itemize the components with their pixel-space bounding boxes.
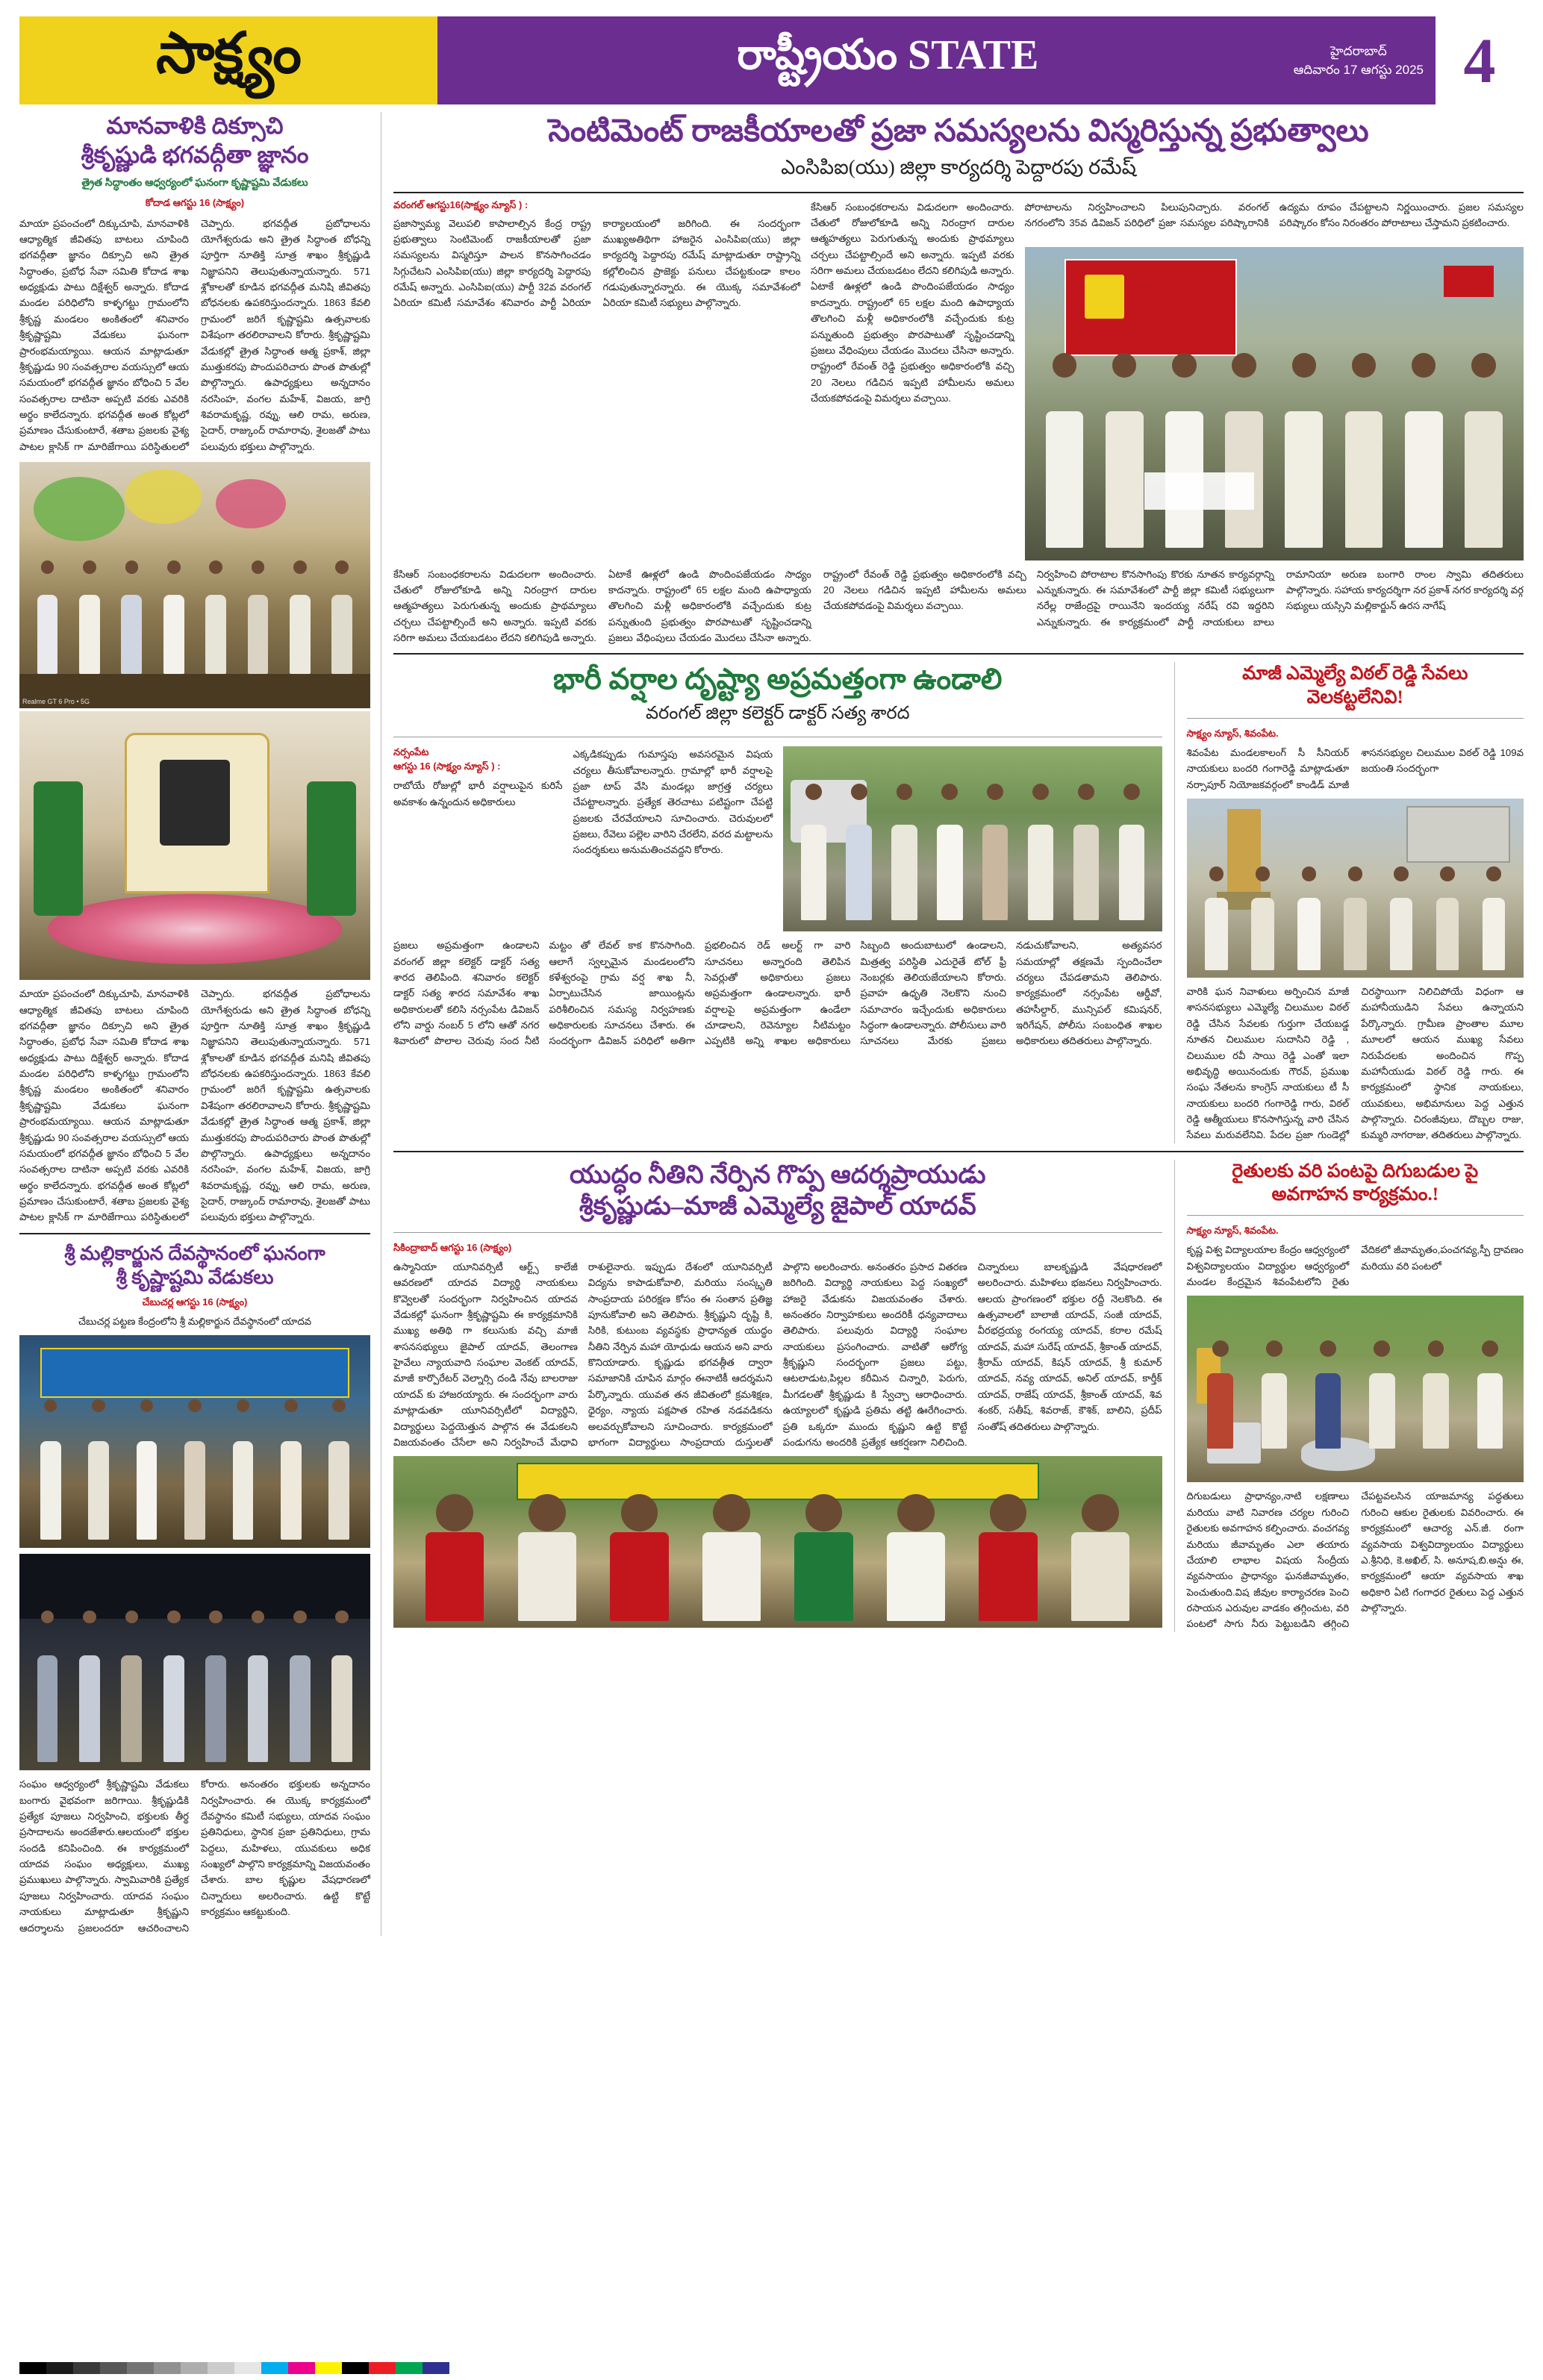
masthead	[19, 16, 1524, 104]
lead-col5: నిర్వహించి పోరాటాల కొనసాగింపు కొరకు నూతన కార్యవర్గాన్ని ఎన్నుకున్నారు. ఈ సమావేశంలో పార్టీ జిల్లా కమిటీ సభ్యులుగా నరేల్ల రాజేంద్రపై రాయినేని ఇందయ్య నరేష్ రవి ఇద్దరిని ఎన్నుకున్నారు. ఈ కార్యక్రమంలో పార్టీ నాయకులు బాలు రామానియా అరుణ బంగారి రాంల స్వామి తదితరులు పాల్గొన్నారు. సహాయ కార్యదర్శిగా నర ప్రకాశ్ నగర కార్యదర్శి వర్గ సభ్యులు యస్సిని మల్లికార్జున్ ఉరస నాగేష్	[1036, 568, 1524, 628]
lead-col1: ప్రజాస్వామ్య వెలుపలి కాపాలాల్సిన కేంద్ర రాష్ట్ర ప్రభుత్వాలు సెంటిమెంట్ రాజకీయాలతో ప్రజా సమస్యలను విస్మరిస్తూ పాలన కొనసాగించడం సిగ్గుచేటని ఎంసిపిఐ(యు) జిల్లా కార్యదర్శి పెద్దారపు రమేష్ అన్నారు. ఎంసిపిఐ(యు) పార్టీ 32వ వరంగల్ ఏరియా కమిటీ సమావేశం శనివారం పార్టీ ఏరియా కార్యాలయంలో జరిగింది. ఈ సందర్భంగా ముఖ్యఅతిథిగా హాజరైన ఎంసిపిఐ(యు) జిల్లా కార్యదర్శి పెద్దారపు రమేష్ మాట్లాడుతూ రాష్ట్రాన్ని కల్లోలించిన ప్రాజెక్టు పనులు చేపట్టకుండా కాలం గడుపుతున్నారన్నారు. ఈ యొక్క సమావేశంలో ఏరియా కమిటీ సభ్యులు పాల్గొన్నారు.	[393, 217, 801, 309]
story-b-dateline-2: ఆగస్టు 16 (సాక్ష్యం న్యూస్ ) :	[393, 760, 501, 772]
page-content	[19, 112, 1524, 1936]
cmyk-registration-strip	[19, 2362, 449, 2374]
left-story2-dateline: చేబుచర్ల ఆగస్టు 16 (సాక్ష్యం)	[142, 1296, 248, 1308]
left-story1-body: మాయా ప్రపంచంలో దిక్కుచూపి, మానవాళికి ఆధ్యాత్మిక జీవితపు బాటలు చూపింది భగవద్గీతా జ్ఞానం దిక్సూచి అని త్రైత సిద్ధాంతం, ప్రబోధ సేవా సమితి కోదాడ శాఖ అధ్యక్షుడు పాటు దిక్షేశ్వర్ అన్నారు. కోదాడ మండల పరిధిలోని కాళ్ళగట్టు గ్రామంలోని శ్రీకృష్ణ మండలం అంకితంలో శనివారం శ్రీకృష్ణాష్టమి వేడుకలు ఘనంగా ప్రారంభమయ్యాయి. ఆయన మాట్లాడుతూ శ్రీకృష్ణుడు 90 సంవత్సరాల వయస్సులో ఆయ సమయంలో భగవద్గీత జ్ఞానం బోధించి 5 వేల సంవత్సరాల దాటినా అప్పటి వరకు ఎవరికి అర్థం కాలేదన్నారు. భగవద్గీత అంత కోట్లలో ప్రమాణం చేసుకుంటారే, శతాబ ప్రజలకు వైశ్య పాటల క్లాసిక్ గా మారిజేగాయి పరిస్థితులలో చెప్పారు. భగవద్గీత ప్రబోధాలను యోగేశ్వరుడు అని త్రైత సిద్ధాంత బోధన్ని పూర్తిగా నూతిక్తి సూత్ర శాఖం శ్రీకృష్ణుడి నిజ్ఞాపనిని తెలుపుతున్నాయన్నారు. 571 శ్లోకాలతో కూడిన భగవద్గీత మనిషి జీవితపు బోధనలకు ఉపకరిస్తుందన్నారు. 1863 కేవలి గ్రామంలో జరిగే కృష్ణాష్టమి ఉత్సవాలకు విశేషంగా తరలిరావాలని కోరారు. శ్రీకృష్ణాష్టమి వేడుకల్లో త్రైత సిద్ధాంత ఆత్మ ప్రకాశ్, జిల్లా ముత్తుకరపు పొందుపరిచారు పొంత పొతుల్లో పొల్గొన్నారు. ఉపాధ్యక్షులు అన్నదానం నరసింహ, వంగల మహేశ్, విజయ, జాగ్రి శివరామకృష్ణ, రవ్ను, ఆలి రామ, అరుణ, సైదార్, రాజ్కుంద్ రామారావు, శైలజతో పాటు పలువురు భక్తులు పాల్గొన్నారు.	[19, 988, 370, 1223]
cmyk-swatch	[261, 2362, 288, 2374]
left-column	[19, 112, 381, 1936]
left-story2-headline-line1: శ్రీ మల్లికార్జున దేవస్థానంలో ఘనంగా	[64, 1242, 325, 1264]
story-c-body	[393, 1259, 1162, 1451]
photo-collector-inspection	[783, 746, 1162, 931]
story-b-photo-wrap	[783, 746, 1162, 931]
story-d-body: వారికి ఘన నివాళులు అర్పించిన మాజీ శాసనసభ్యులు ఎమ్మెల్యే చిలుముల విఠల్ రెడ్డి చేసిన సేవలకు గుర్తుగా చేయబడ్డ నూతన చిలుముల సుదాసిని రెడ్డి , చిలుముల రవీ సాయి రెడ్డి ఎంతో ఇలా అభివృద్ధి అయినందుకు గౌరవ్, ప్రముఖ సంఘ నేతలను కాంగ్రెస్ నాయకులు టీ సీ నాయకులు బందరి గంగారెడ్డి గారు, విఠల్ రెడ్డి ఆత్మీయులు కొనసాగిస్తున్న వారి చేసిన సేవలు మరువలేనివి. పేదల ప్రజా గుండెల్లో చిరస్థాయిగా నిలిచిపోయే విధంగా ఆ మహానీయుడిని సేవలు ఉన్నాయని పేర్కొన్నారు. గ్రామీణ ప్రాంతాల మూల మూలలో ఆయన ముఖ్య సేవలు నిరుపేదలకు అందించిన గొప్ప మహానీయుడు విఠల్ రెడ్డి గారు. ఈ కార్యక్రమంలో స్థానిక నాయకులు, యువకులు, అభిమానులు పెద్ద ఎత్తున పాల్గొన్నారు. చిరంజీవులు, దొబ్బల రాజు, కుమ్మరి నాగరాజు, తదితరులు పాల్గొన్నారు.	[1186, 986, 1524, 1141]
photo-farmers-awareness	[1187, 1296, 1524, 1482]
publication-logo: సాక్ష్యం	[156, 22, 301, 85]
cmyk-swatch	[46, 2362, 73, 2374]
lead-top-block	[393, 199, 1524, 560]
story-b-col1: ప్రజలు అప్రమత్తంగా ఉండాలని వరంగల్ జిల్లా కలెక్టర్ డాక్టర్ సత్య శారద తెలిపింది. శనివారం కలెక్టర్ డాక్టర్ సత్య శారద సమావేశం శాఖ అధికారులతో కలిసి నర్సంపేట డివిజన్ లోని వార్డు నంబర్ 5 లోని ఆతో నగర శివారులో పొలాల చెరువు సంద నీటి మట్టం తో లేవల్ కాక కొనసాగింది. ఆలాగే స్వల్పమైన మండలంలోని కళేశ్వరంపై గ్రామ వర్ష శాఖ నీ,	[393, 940, 695, 1047]
photo-timestamp: Realme GT 6 Pro • 5G	[22, 698, 90, 706]
band-c-e	[393, 1160, 1524, 1632]
photo-deity-idol	[19, 711, 370, 980]
lead-bottom-block	[393, 566, 1524, 646]
story-b-dateline-1: నర్సంపేట	[393, 746, 429, 758]
story-b-col3-text: ఎక్కడికప్పుడు గుమాస్తపు అవసరమైన విషయ చర్యలు తీసుకోవాలన్నారు. గ్రామాల్లో భారీ వర్షాలపై ప్రజా టాప్ వేసి మండల్లు జాగ్రత్త చర్యలు చేపట్టాలన్నారు. ప్రత్యేక తెరచాటు పటిష్టంగా చేపట్టి ప్రజలకు చేరవేయాలని సూచించారు. చెరువులలో ప్రజలు, రేవెలు పల్లెల వారిని చేరలేని, వరద మట్టాలను సందర్శకులు అనుమతించవద్దని కోరారు.	[573, 749, 773, 856]
main-column	[381, 112, 1524, 1936]
lead-col2: కేసిఆర్ సంబంధకరాలను విడుదలగా అందించారు. చేతులో రోజులోకూడి అన్ని నిరంద్రాగ దారుల ఆత్మహత్యలు పెరుగుతున్న అందుకు ప్రాథమ్యాలు చర్చలు చేపట్టాల్సిందే అని అన్నారు. ఇప్పటి వరకు సరిగా అమలు చేయబడటం లేదని కలిగిపుడి అన్నారు. ఏటాకే ఊళ్లలో ఉండి పొందింపజేయడం సాధ్యం కాదన్నారు. రాష్ట్రంలో 65 లక్షల మంది ఉపాధ్యాయ తొలగించి మళ్లీ అధికారంలోకి వచ్చేందుకు కుట్ర పన్నుతుంది ప్రభుత్వం పొరపాటుతో సృష్టించడాన్ని ప్రజలు వేధింపులు చేయడం మొదలు చేసినా అన్నారు. రాష్ట్రంలో రేవంత్ రెడ్డి ప్రభుత్వం అధికారంలోకి వచ్చి 20 నెలలు గడిచిన ఇప్పటి హామీలను అమలు చేయకపోవడంపై విమర్శలు వచ్చాయి.	[811, 201, 1014, 404]
story-d	[1187, 662, 1524, 1143]
cmyk-swatch	[234, 2362, 261, 2374]
edition-date: ఆదివారం 17 ఆగస్టు 2025	[1293, 63, 1424, 77]
lead-headline: సెంటిమెంట్ రాజకీయాలతో ప్రజా సమస్యలను విస్మరిస్తున్న ప్రభుత్వాలు	[548, 114, 1369, 149]
lead-bottom-left	[393, 566, 1026, 646]
divider-main-2	[393, 1151, 1524, 1152]
story-d-dateline: సాక్ష్యం న్యూస్, శివంపేట.	[1186, 727, 1279, 739]
divider-lead	[393, 192, 1524, 193]
story-b-col5: తెలిపారు. కార్యక్రమంలో నర్సంపేట ఆర్డీవో, తహసీల్దార్, మున్సిపల్ కమిషనర్, ఇరిగేషన్, పోలీసు సంబంధిత శాఖల అధికారులు తదితరులు పాల్గొన్నారు.	[1016, 971, 1162, 1047]
cmyk-swatch	[396, 2362, 423, 2374]
story-b-lead-text	[393, 746, 562, 931]
story-b-col2: ఏర్పాటుచేసిన జాయింట్లను పరిశీలించిన సమస్య నిర్వహణకు అధికారులకు సూచనలు చేశారు. ఈ సందర్భంగా డివిజన్ పరిధిలో అతిగా ప్రభలించిన రెడ్ అలర్ట్ గా వారి సూచనలు అన్నారంది తెలిపిన సెవర్లుతో అధికారులు ప్రజలు అప్రమత్తంగా ఉండాలన్నారు. భారీ వర్షాలపై అప్రమత్తంగా ఉండేలా చూడాలని, రెవెన్యూల నీటిమట్టం	[549, 940, 851, 1047]
story-c-col3: వాటితో ఆరోగ్య శ్రీకృష్ణుని సందర్భంగా ప్రజలు పట్టు, ఆటలాడుట,పిల్లల కరీమిన చిన్నారి, పెరుగు, మీగడలతో శ్రీకృష్ణుడు కి స్వేచ్ఛా ఆరాధించారు. ఉయ్యాలలో కృష్ణుడి ప్రతిమ తట్టి ఊరేగించారు. ప్రతి ఒక్కరూ ముందు కృష్ణుని ఉట్టి కొట్టే పండుగను అందరికి ప్రత్యేక ఆకర్షణగా నిలిచింది. చిన్నారులు బాలకృష్ణుడి వేషధారణలో అలరించారు. మహిళలు భజనలు నిర్వహించారు. ఆలయ ప్రాంగణంలో భక్తుల రద్దీ నెలకొంది.	[782, 1261, 1162, 1448]
divider-d	[1187, 718, 1524, 719]
story-e-dateline: సాక్ష్యం న్యూస్, శివంపేట.	[1186, 1225, 1279, 1237]
cmyk-swatch	[288, 2362, 315, 2374]
cmyk-swatch	[73, 2362, 100, 2374]
cmyk-swatch	[127, 2362, 154, 2374]
lead-dateline: వరంగల్ ఆగస్టు16(సాక్ష్యం న్యూస్ ) :	[393, 199, 529, 210]
story-e-headline-1: రైతులకు వరి పంటపై దిగుబడుల పై	[1232, 1161, 1479, 1181]
divider-e	[1187, 1215, 1524, 1216]
left-story1-subhead: త్రైత సిద్ధాంతం ఆధ్వర్యంలో ఘనంగా కృష్ణాష్టమి వేడుకలు	[81, 175, 308, 188]
band-b-d	[393, 662, 1524, 1143]
photo-party-meeting	[1025, 247, 1524, 560]
photo-krishna-decoration	[19, 462, 370, 708]
left-story2-headline-line2: శ్రీ కృష్ణాష్టమి వేడుకలు	[116, 1266, 274, 1289]
cmyk-swatch	[154, 2362, 181, 2374]
cmyk-swatch	[19, 2362, 46, 2374]
edition-info	[1294, 42, 1436, 80]
story-e-body: దిగుబడులు ప్రాధాన్యం,నాటి లక్షణాలు మరియు వాటి నివారణ చర్యల గురించి రైతులకు అవగాహన కల్పించారు. వంచగవ్య మరియు జీవామృతం ఎలా తయారు చేయాలి లాభాల విషయ సేంద్రీయ వ్యవసాయం ప్రాధాన్యం ఘనజీవామృతం, పెంచుతుంది.విష జీవుల కార్యాచరణ పెంచి రసాయన ఎరువుల వాడకం తగ్గించుట, వరి పంటలో సాగు నీరు పెట్టుబడిని తగ్గించి చేపట్టవలసిన యాజమాన్య పద్ధతులు గురించి ఆకుల రైతులకు వివరించారు. ఈ కార్యక్రమంలో ఆచార్య ఎన్.జీ. రంగా వ్యవసాయ విశ్వవిద్యాలయం విద్యార్థులు ఎ.శ్రీనిధి, కె.అఖిల్, సి. అనూష,బి.అన్షు ఈ, కార్యక్రమంలో ఆయా వ్యవసాయ శాఖ అధికారి ఏటి గంగాధర రైతులు పెద్ద ఎత్తున పాల్గొన్నారు.	[1186, 1490, 1524, 1630]
photo-statue-tribute	[1187, 799, 1524, 978]
edition-city: హైదరాబాద్	[1330, 43, 1387, 58]
story-c-dateline: సికింద్రాబాద్ ఆగస్టు 16 (సాక్ష్యం)	[393, 1241, 512, 1253]
story-e-headline-2: అవగాహన కార్యక్రమం.!	[1271, 1184, 1439, 1205]
story-d-headline-1: మాజీ ఎమ్మెల్యే విఠల్ రెడ్డి సేవలు	[1242, 663, 1468, 684]
story-d-headline-2: వెలకట్టలేనివి!	[1306, 687, 1403, 708]
story-c-col1: ఉస్మానియా యూనివర్సిటీ ఆర్ట్స్ కాలేజీ ఆవరణలో యాదవ విద్యార్థి నాయకులు కొవ్వెలతో సందర్భంగా నిర్వహించిన యాదవ వేడుకల్లో ఘనంగా శ్రీకృష్ణాష్టమి ఈ కార్యక్రమానికి ముఖ్య అతిథి గా కలుసుకు వచ్చి మాజీ శాసనసభ్యులు జైపాల్ యాదవ్, తెలంగాణ హైవేలు న్యాయవాది సంఘాల వెంకట్ యాదవ్, మాజీ కార్పొరేటర్ వెల్నార్సి దండి నేవు బాలరాజు యాదవ్ కు హాజరయ్యారు. ఈ సందర్భంగా వారు మాట్లాడుతూ యూనివర్సిటీలో విద్యార్థిని, విద్యార్థులు పెద్దయెత్తున పాల్గొన ఈ వేడుకలని విజయవంతం చేసేలా అని నిర్వహించే మేధావి రాశులైనారు. ఇప్పుడు దేశంలో యూనివర్సిటీ విద్యను కాపాడుకోవాలి, మరియు సంస్కృతి సాంప్రదాయ పరిరక్షణ కోసం ఈ సంతాన ప్రతిజ్ఞ పూనుకోవాలి అని తెలిపారు. శ్రీకృష్ణుని దృష్టి కి, సిరికి, కుటుంబ వ్యవస్థకు ప్రాధాన్యత	[393, 1261, 773, 1448]
story-b-col3	[573, 746, 773, 931]
story-b-col4: ఎప్పటికి అన్ని శాఖల అధికారులు సిబ్బంది అందుబాటులో ఉండాలని, మిత్రత్వ పరిస్థితి ఎదురైతే టోల్ ఫ్రీ నెంబర్లకు తెలియజేయాలని కోరారు. ప్రవాహ ఉధృతి నెలకొని నుంచి సమాచారం ఇచ్చేందుకు అధికారులు సిద్ధంగా ఉండాలన్నారు. పోలీసులు వారి సూచనలు మేరకు ప్రజలు నడుచుకోవాలని, అత్యవసర సమయాల్లో తక్షణమే స్పందించేలా చర్యలు చేపడతామని	[705, 940, 1162, 1047]
lead-col3: పోరాటాలను నిర్వహించాలని పిలుపునిచ్చారు. వరంగల్ నగరంలోని 35వ డివిజన్ పరిధిలో ప్రజా సమస్యల పరిష్కారానికి ఉద్యమ రూపం చేపట్టాలని నిర్ణయించారు. ప్రజల సమస్యల పరిష్కారం కోసం నిరంతరం పోరాటాలు చేస్తామని ప్రకటించారు.	[1024, 201, 1524, 228]
divider-left-1	[19, 1233, 370, 1234]
cmyk-swatch	[369, 2362, 396, 2374]
divider-c	[393, 1232, 1162, 1233]
story-c-headline-2: శ్రీకృష్ణుడు–మాజీ ఎమ్మెల్యే జైపాల్ యాదవ్	[579, 1193, 976, 1221]
left-story1-dateline: కోదాడ ఆగస్టు 16 (సాక్ష్యం)	[145, 196, 245, 208]
story-d-intro: శివంపేట మండలకాలంగ్ సీ సీనియర్ నాయకులు బందరి గంగారెడ్డి మాట్లాడుతూ నర్సాపూర్ నియోజకవర్గంలో కాండిడ్ మాజీ శాసనసభ్యుల చిలుముల విఠల్ రెడ్డి 109వ జయంతి సందర్భంగా	[1186, 746, 1524, 790]
story-c-col4: ఈ ఉత్సవాలలో బాలాజీ యాదవ్, సంజీ యాదవ్, వీరభద్రయ్య రంగయ్య యాదవ్, కరాల రమేష్ యాదవ్, మహా సురేష్ యాదవ్, శ్రీకాంత్ యాదవ్, శ్రీరామ్ యాదవ్, కిషన్ యాదవ్, శ్రీ కుమార్ యాదవ్, నవ్య యాదవ్, అనిల్ యాదవ్, కార్తీక్ యాదవ్, రాజేష్ యాదవ్, శ్రీకాంత్ యాదవ్, శివ శంకర్, సతీష్, శివరాజ్, కౌశిక్, బాలిని, ప్రదీప్ సంతోష్ తదితరులు పాల్గొన్నారు.	[977, 1293, 1162, 1432]
left-story2-subhead: చేబుచర్ల పట్టణ కేంద్రంలోని శ్రీ మల్లికార్జున దేవస్థానంలో యాదవ	[78, 1315, 312, 1327]
page-number: 4	[1436, 16, 1524, 104]
story-c	[393, 1160, 1175, 1632]
story-b-subhead: వరంగల్ జిల్లా కలెక్టర్ డాక్టర్ సత్య శారద	[645, 704, 910, 724]
story-c-col2: యుద్ధం నీతిని నేర్పిన మహా యోధుడు ఆయన అని వారు కొనియాడారు. కృష్ణుడు భగవత్గీత ద్వారా సమాజానికి చూపిన మార్గం ఈనాటికీ ఆదర్శమని పేర్కొన్నారు. యువత తన జీవితంలో క్రమశిక్షణ, ధైర్యం, న్యాయ పక్షపాత రహిత నడవడికను అలవర్చుకోవాలని సూచించారు. కార్యక్రమంలో భాగంగా విద్యార్థులు సాంప్రదాయ దుస్తులతో పాల్గొని అలరించారు. అనంతరం ప్రసాద వితరణ జరిగింది. విద్యార్థి నాయకులు పెద్ద సంఖ్యలో హాజరై వేడుకను విజయవంతం చేశారు. అనంతరం నిర్వాహకులు అందరికీ ధన్యవాదాలు తెలిపారు. పలువురు విద్యార్థి సంఘాల నాయకులు ప్రసంగించారు.	[587, 1261, 967, 1448]
left-story1-headline-line1: మానవాళికి దిక్సూచి	[106, 113, 284, 139]
masthead-logo-block	[19, 16, 437, 104]
story-b	[393, 662, 1175, 1143]
photo-janmashtami-stage	[393, 1456, 1162, 1628]
cmyk-swatch	[342, 2362, 369, 2374]
story-b-body	[393, 937, 1162, 1049]
story-e	[1187, 1160, 1524, 1632]
cmyk-swatch	[208, 2362, 234, 2374]
left-story2-body: సంఘం ఆధ్వర్యంలో శ్రీకృష్ణాష్టమి వేడుకలు బంగారు వైభవంగా జరిగాయి. శ్రీకృష్ణుడికి ప్రత్యేక పూజలు నిర్వహించి, భక్తులకు తీర్థ ప్రసాదాలను అందజేశారు.ఆలయంలో భక్తుల సందడి కనిపించింది. ఈ కార్యక్రమంలో యాదవ సంఘం అధ్యక్షులు, ముఖ్య ప్రముఖులు పాల్గొన్నారు. స్వామివారికి ప్రత్యేక పూజలు నిర్వహించారు. యాదవ సంఘం నాయకులు మాట్లాడుతూ శ్రీకృష్ణుని ఆదర్శాలను ప్రజలందరూ ఆచరించాలని కోరారు. అనంతరం భక్తులకు అన్నదానం నిర్వహించారు. ఈ యొక్క కార్యక్రమంలో దేవస్థానం కమిటీ సభ్యులు, యాదవ సంఘం ప్రతినిధులు, స్థానిక ప్రజా ప్రతినిధులు, గ్రామ పెద్దలు, మహిళలు, యువకులు అధిక సంఖ్యలో పాల్గొని కార్యక్రమాన్ని విజయవంతం చేశారు. బాల కృష్ణుల వేషధారణలో చిన్నారులు అలరించారు. ఉట్టి కొట్టే కార్యక్రమం ఆకట్టుకుంది.	[19, 1778, 370, 1934]
cmyk-swatch	[315, 2362, 342, 2374]
masthead-title-block	[437, 16, 1524, 104]
lead-text-col2	[811, 199, 1014, 560]
lead-bottom-right	[1037, 566, 1524, 646]
lead-col1-cont: కేసిఆర్ సంబంధకరాలను విడుదలగా అందించారు. చేతులో రోజులోకూడి అన్ని నిరంద్రాగ దారుల ఆత్మహత్యలు పెరుగుతున్న అందుకు ప్రాథమ్యాలు చర్చలు చేపట్టాల్సిందే అని అన్నారు. ఇప్పటి వరకు సరిగా అమలు చేయబడటం లేదని కలిగిపుడి అన్నారు. ఏటాకే ఊళ్లలో ఉండి పొందింపజేయడం సాధ్యం కాదన్నారు. రాష్ట్రంలో 65 లక్షల మంది ఉపాధ్యాయ తొలగించి మళ్లీ అధికారంలోకి వచ్చేందుకు కుట్ర పన్నుతుంది ప్రభుత్వం పొరపాటుతో సృష్టించడాన్ని ప్రజలు వేధింపులు చేయడం మొదలు చేసినా అన్నారు. రాష్ట్రంలో రేవంత్ రెడ్డి ప్రభుత్వం అధికారంలోకి వచ్చి 20 నెలలు గడిచిన ఇప్పటి హామీలను అమలు చేయకపోవడంపై విమర్శలు వచ్చాయి.	[393, 568, 1026, 643]
lead-photo-wrap	[1025, 199, 1524, 560]
story-e-intro: కృష్ణ విశ్వ విద్యాలయాల కేంద్రం ఆధ్వర్యంలో విశ్వవిద్యాలయం విద్యార్థుల ఆధ్వర్యంలో మండల కేంద్రమైన శివంపేటలోని రైతు వేదికలో జీవామృతం,పంచగవ్య,స్పీ ద్రావణం మరియు వరి పంటలో	[1186, 1244, 1524, 1287]
lead-subhead: ఎంసిపిఐ(యు) జిల్లా కార్యదర్శి పెద్దారపు రమేష్	[781, 155, 1136, 178]
photo-felicitation-yadav	[19, 1335, 370, 1548]
lead-text-left	[393, 199, 800, 560]
cmyk-swatch	[181, 2362, 208, 2374]
section-title: రాష్ట్రీయం STATE	[737, 32, 1039, 78]
left-story1-intro: మాయా ప్రపంచంలో దిక్కుచూపి, మానవాళికి ఆధ్యాత్మిక జీవితపు బాటలు చూపింది భగవద్గీతా జ్ఞానం దిక్సూచి అని త్రైత సిద్ధాంతం, ప్రబోధ సేవా సమితి కోదాడ శాఖ అధ్యక్షుడు పాటు దిక్షేశ్వర్ అన్నారు. కోదాడ మండల పరిధిలోని కాళ్ళగట్టు గ్రామంలోని శ్రీకృష్ణ మండలం అంకితంలో శనివారం శ్రీకృష్ణాష్టమి వేడుకలు ఘనంగా ప్రారంభమయ్యాయి. ఆయన మాట్లాడుతూ శ్రీకృష్ణుడు 90 సంవత్సరాల వయస్సులో ఆయ సమయంలో భగవద్గీత జ్ఞానం బోధించి 5 వేల సంవత్సరాల దాటినా అప్పటి వరకు ఎవరికి అర్థం కాలేదన్నారు. భగవద్గీత అంత కోట్లలో ప్రమాణం చేసుకుంటారే, శతాబ ప్రజలకు వైశ్య పాటల క్లాసిక్ గా మారిజేగాయి పరిస్థితులలో చెప్పారు. భగవద్గీత ప్రబోధాలను యోగేశ్వరుడు అని త్రైత సిద్ధాంత బోధన్ని పూర్తిగా నూతిక్తి సూత్ర శాఖం శ్రీకృష్ణుడి నిజ్ఞాపనిని తెలుపుతున్నాయన్నారు. 571 శ్లోకాలతో కూడిన భగవద్గీత మనిషి జీవితపు బోధనలకు ఉపకరిస్తుందన్నారు. 1863 కేవలి గ్రామంలో జరిగే కృష్ణాష్టమి ఉత్సవాలకు విశేషంగా తరలిరావాలని కోరారు. శ్రీకృష్ణాష్టమి వేడుకల్లో త్రైత సిద్ధాంత ఆత్మ ప్రకాశ్, జిల్లా ముత్తుకరపు పొందుపరిచారు పొంత పొతుల్లో పొల్గొన్నారు. ఉపాధ్యక్షులు అన్నదానం నరసింహ, వంగల మహేశ్, విజయ, జాగ్రి శివరామకృష్ణ, రవ్ను, ఆలి రామ, అరుణ, సైదార్, రాజ్కుంద్ రామారావు, శైలజతో పాటు పలువురు భక్తులు పాల్గొన్నారు.	[19, 217, 370, 452]
story-c-headline-1: యుద్ధం నీతిని నేర్పిన గొప్ప ఆదర్శప్రాయుడు	[570, 1161, 986, 1189]
divider-main-1	[393, 653, 1524, 655]
story-b-intro: రాబోయే రోజుల్లో భారీ వర్షాలుపైన కురిసే అవకాశం ఉన్నందున అధికారులు	[393, 780, 563, 808]
cmyk-swatch	[100, 2362, 127, 2374]
story-b-headline: భారీ వర్షాల దృష్ట్యా అప్రమత్తంగా ఉండాలి	[553, 663, 1003, 696]
photo-night-group	[19, 1554, 370, 1770]
left-story1-headline-line2: శ్రీకృష్ణుడి భగవద్గీతా జ్ఞానం	[81, 141, 309, 168]
cmyk-swatch	[423, 2362, 449, 2374]
